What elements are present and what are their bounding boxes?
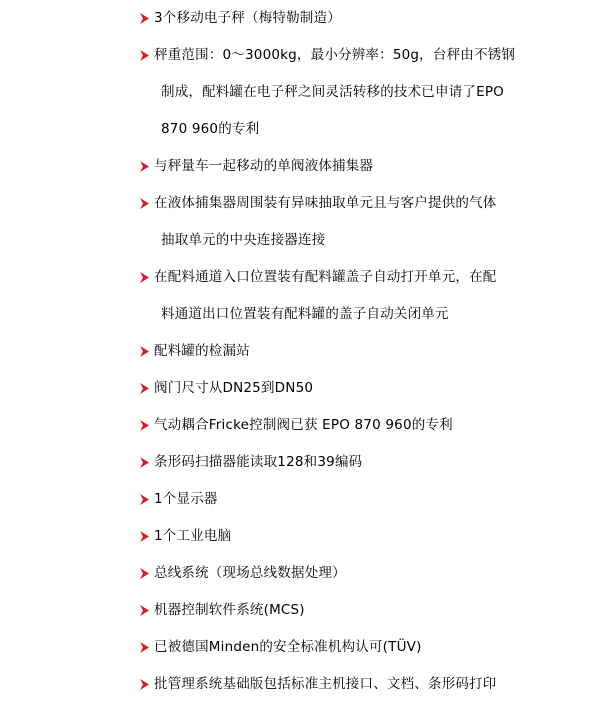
- list-item-text: 秤重范围：0～3000kg，最小分辨率：50g，台秤由不锈钢: [154, 47, 516, 63]
- list-item: [139, 148, 579, 185]
- list-item-text: 3个移动电子秤（梅特勒制造）: [154, 10, 341, 26]
- list-item: [139, 370, 579, 407]
- list-item-text: 总线系统（现场总线数据处理）: [154, 565, 346, 581]
- list-item: [139, 333, 579, 370]
- list-item-text: 与秤量车一起移动的单阀液体捕集器: [154, 158, 374, 174]
- list-item: [139, 185, 579, 259]
- list-item-text: 1个工业电脑: [154, 528, 232, 544]
- list-item: [139, 629, 579, 666]
- arrow-bullet-icon: [139, 382, 150, 395]
- arrow-bullet-icon: [139, 567, 150, 580]
- list-item: [139, 444, 579, 481]
- list-item-text: 已被德国Minden的安全标准机构认可(TÜV): [154, 639, 422, 655]
- list-item-text-continued: 870 960的专利: [161, 121, 260, 137]
- list-item-text: 配料罐的检漏站: [154, 343, 250, 359]
- arrow-bullet-icon: [139, 641, 150, 654]
- list-item-text: 机器控制软件系统(MCS): [154, 602, 305, 618]
- list-item-text: 条形码扫描器能读取128和39编码: [154, 454, 363, 470]
- arrow-bullet-icon: [139, 197, 150, 210]
- list-item: [139, 555, 579, 592]
- list-item-text: 在配料通道入口位置装有配料罐盖子自动打开单元，在配: [154, 269, 497, 285]
- list-item-text-continued: 料通道出口位置装有配料罐的盖子自动关闭单元: [161, 306, 449, 322]
- arrow-bullet-icon: [139, 530, 150, 543]
- list-item: [139, 592, 579, 629]
- list-item: [139, 0, 579, 37]
- list-item-text: 阀门尺寸从DN25到DN50: [154, 380, 314, 396]
- list-item-text-continued: 制成，配料罐在电子秤之间灵活转移的技术已申请了EPO: [161, 84, 504, 100]
- arrow-bullet-icon: [139, 419, 150, 432]
- arrow-bullet-icon: [139, 271, 150, 284]
- list-item-text-continued: 抽取单元的中央连接器连接: [161, 232, 326, 248]
- list-item: [139, 481, 579, 518]
- list-item-text: 批管理系统基础版包括标准主机接口、文档、条形码打印: [154, 676, 497, 692]
- feature-bullet-list: [139, 0, 579, 703]
- arrow-bullet-icon: [139, 456, 150, 469]
- arrow-bullet-icon: [139, 160, 150, 173]
- arrow-bullet-icon: [139, 493, 150, 506]
- list-item: [139, 37, 579, 148]
- list-item-text: 1个显示器: [154, 491, 218, 507]
- list-item: [139, 666, 579, 703]
- list-item-text: 气动耦合Fricke控制阀已获 EPO 870 960的专利: [154, 417, 453, 433]
- list-item: [139, 518, 579, 555]
- arrow-bullet-icon: [139, 604, 150, 617]
- arrow-bullet-icon: [139, 12, 150, 25]
- arrow-bullet-icon: [139, 345, 150, 358]
- list-item: [139, 259, 579, 333]
- list-item-text: 在液体捕集器周围装有异味抽取单元且与客户提供的气体: [154, 195, 497, 211]
- list-item: [139, 407, 579, 444]
- arrow-bullet-icon: [139, 49, 150, 62]
- arrow-bullet-icon: [139, 678, 150, 691]
